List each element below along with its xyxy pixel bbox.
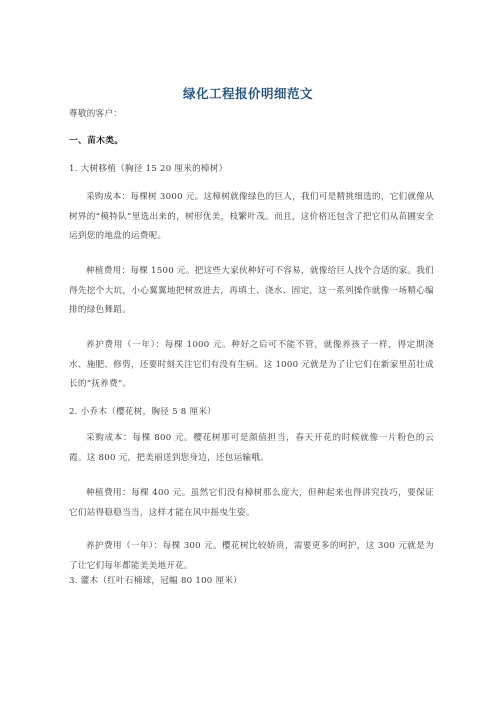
cherry-planting-cost: 种植费用：每棵 400 元。虽然它们没有樟树那么庞大，但种起来也得讲究技巧，要保证它们站得稳稳当当，这样才能在风中摇曳生姿。 (69, 488, 434, 518)
item-heading-camphor: 1. 大树移植（胸径 15 20 厘米的樟树） (69, 164, 228, 174)
camphor-planting-cost: 种植费用：每棵 1500 元。把这些大家伙种好可不容易，就像给巨人找个合适的家。我们得先挖个大坑，小心翼翼地把树放进去，再填土、浇水、固定，这一系列操作就像一场精心编排的绿色舞蹈。 (69, 266, 434, 315)
item-heading-shrub: 3. 灌木（红叶石楠球，冠幅 80 100 厘米） (69, 576, 243, 586)
cherry-purchase-cost: 采购成本：每棵 800 元。樱花树那可是颜值担当，春天开花的时候就像一片粉色的云霞。这 800 元，把美丽送到您身边，还包运输哦。 (69, 433, 434, 463)
item-heading-cherry: 2. 小乔木（樱花树，胸径 5 8 厘米） (69, 407, 217, 417)
cherry-maintenance-cost: 养护费用（一年）：每棵 300 元。樱花树比较娇贵，需要更多的呵护，这 300 元就是为了让它们每年都能美美地开花。 (69, 541, 434, 571)
camphor-purchase-cost: 采购成本：每棵树 3000 元。这樟树就像绿色的巨人，我们可是精挑细选的，它们就像从树界的“模特队”里选出来的，树形优美，枝繁叶茂。而且，这价格还包含了把它们从苗圃安全运到您的地盘的运费呢。 (69, 192, 434, 241)
document-title: 绿化工程报价明细范文 (182, 86, 313, 101)
camphor-maintenance-cost: 养护费用（一年）：每棵 1000 元。种好之后可不能不管，就像养孩子一样，得定期浇水、施肥、修剪，还要时刻关注它们有没有生病。这 1000 元就是为了让它们在新家里茁壮成长的“抚养费”。 (69, 340, 434, 389)
section-heading-seedlings: 一、苗木类。 (69, 136, 124, 146)
greeting: 尊敬的客户： (69, 109, 123, 119)
